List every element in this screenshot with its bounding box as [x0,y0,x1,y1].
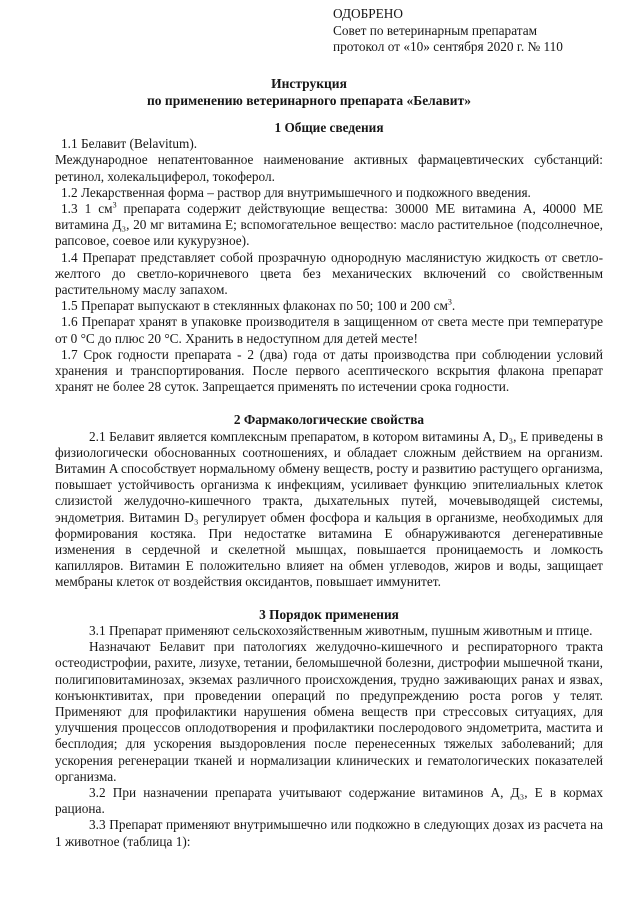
document-title-line2: по применению ветеринарного препарата «Белавит» [147,92,471,108]
document-title-line1: Инструкция [271,76,347,91]
section-2-heading: 2 Фармакологические свойства [233,412,425,428]
paragraph-1-5 [55,298,603,314]
approval-stamp [333,6,563,56]
paragraph-1-5-sup: 3 [447,297,452,307]
document-body [55,120,603,850]
paragraph-1-3-start: 1.3 1 см [61,201,113,217]
approval-council: Совет по ветеринарным препаратам [333,22,538,38]
paragraph-3-2: 3.2 При назначении препарата учитывают содержание витаминов А, Д₃, Е в кормах рациона. [55,784,603,817]
paragraph-1-1-inn: Международное непатентованное наименование активных фармацевтических субстанций: ретинол, холекальциферол, токоферол. [55,152,603,184]
paragraph-1-7: 1.7 Срок годности препарата - 2 (два) года от даты производства при соблюдении условий хранения и транспортирования. После первого асептического вскрытия флакона препарат хранят не более 28 суток. Запрещается применять по истечении срока годности. [55,346,603,395]
paragraph-1-3-sup: 3 [112,200,117,210]
approval-status: ОДОБРЕНО [333,6,403,21]
paragraph-1-3 [55,201,603,250]
paragraph-1-1: 1.1 Белавит (Belavitum). [61,136,198,152]
paragraph-1-5-start: 1.5 Препарат выпускают в стеклянных флаконах по 50; 100 и 200 см [61,298,448,314]
paragraph-2-1: 2.1 Белавит является комплексным препаратом, в котором витамины A, D₃, E приведены в физиологически обоснованных соотношениях, и обладает сложным действием на организм. Витамин A способствует нормальному обмену веществ, росту и развитию растущего организма, повышает устойчивость организма к инфекциям, усиливает функцию эпителиальных клеток слизистой желудочно-кишечного тракта, дыхательных путей, мочевыводящей системы, эндометрия. Витамин D₃ регулирует обмен фосфора и кальция в организме, необходимых для формирования костяка. При недостатке витамина E обнаруживаются дегенеративные изменения в сердечной и скелетной мышцах, повышается проницаемость и ломкость капилляров. Витамин E положительно влияет на обмен углеводов, жиров и воды, защищает мембраны клеток от воздействия оксидантов, повышает иммунитет. [55,428,603,590]
paragraph-3-3: 3.3 Препарат применяют внутримышечно или подкожно в следующих дозах из расчета на 1 животное (таблица 1): [55,817,603,849]
approval-protocol: протокол от «10» сентября 2020 г. № 110 [333,39,563,54]
section-3-heading: 3 Порядок применения [259,606,399,622]
paragraph-3-1: 3.1 Препарат применяют сельскохозяйственным животным, пушным животным и птице. [89,622,593,638]
section-1-heading: 1 Общие сведения [274,120,384,135]
paragraph-1-3-rest: препарата содержит действующие вещества: 30000 МЕ витамина А, 40000 МЕ витамина Д₃, 20 мг витамина Е; вспомогательное вещество: масло растительное (подсолнечное, рапсовое, соевое или кукурузное). [55,201,604,249]
paragraph-1-2: 1.2 Лекарственная форма – раствор для внутримышечного и подкожного введения. [61,184,531,200]
document-title [0,76,618,109]
paragraph-1-4: 1.4 Препарат представляет собой прозрачную однородную маслянистую жидкость от светло-желтого до светло-коричневого цвета без механических включений со свойственным растительному маслу запахом. [55,249,603,298]
paragraph-1-5-end: . [451,298,456,314]
paragraph-1-6: 1.6 Препарат хранят в упаковке производителя в защищенном от света месте при температуре от 0 °С до плюс 20 °С. Хранить в недоступном для детей месте! [55,314,603,346]
paragraph-3-1-indications: Назначают Белавит при патологиях желудочно-кишечного и респираторного тракта остеодистрофии, рахите, лизухе, тетании, беломышечной болезни, дистрофии мышечной ткани, полигиповитаминозах, экземах различного происхождения, трудно заживающих ранах и язвах, конъюнктивитах, при проведении операций по предупреждению роста рогов у телят. Применяют для профилактики нарушения обмена веществ при стрессовых ситуациях, для улучшения процессов оплодотворения и профилактики послеродового эндометрита, мастита и бесплодия; для ускорения выздоровления после перенесенных тяжелых заболеваний; для ускорения регенерации тканей и нормализации клинических и гематологических показателей организма. [55,639,603,784]
